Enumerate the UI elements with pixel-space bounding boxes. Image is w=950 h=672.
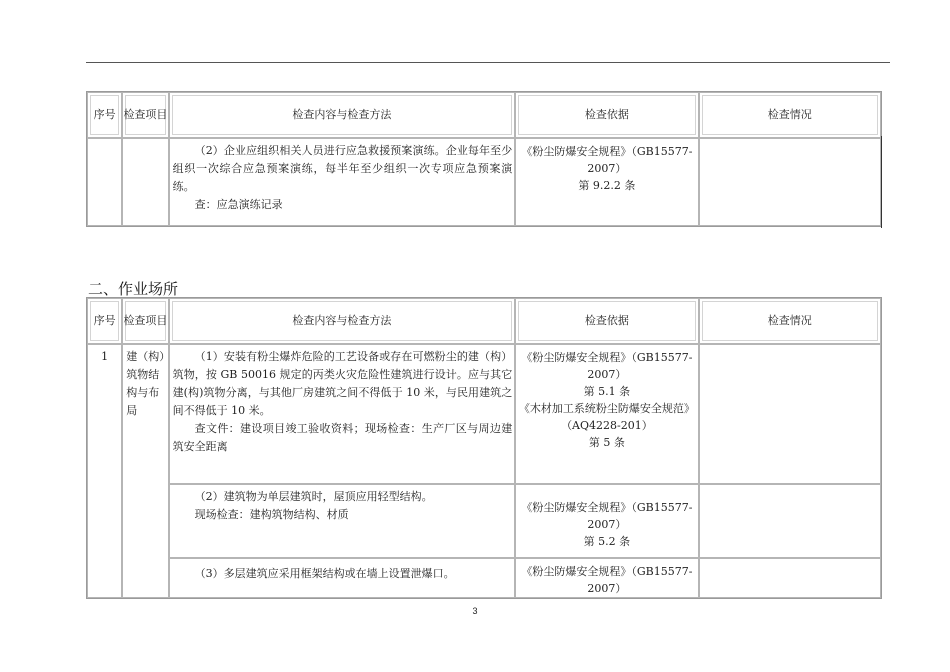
table-row (87, 344, 881, 484)
check-method: 查：应急演练记录 (194, 198, 283, 211)
content-text: （1）安装有粉尘爆炸危险的工艺设备或存在可燃粉尘的建（构）筑物，按 GB 50016 规定的丙类火灾危险性建筑进行设计。应与其它建(构)筑物分离，与其他厂房建筑之间不得低于 10 米，与民用建筑之间不得低于 10 米。 (172, 350, 513, 417)
header-status: 检查情况 (699, 298, 881, 344)
row-content (169, 344, 516, 484)
header-item: 检查项目 (122, 298, 168, 344)
row-basis (515, 558, 698, 598)
basis-standard: 《粉尘防爆安全规程》（GB15577-2007） (521, 145, 693, 175)
row-basis (515, 138, 698, 226)
row-status (699, 138, 881, 226)
table-row (87, 558, 881, 598)
header-no: 序号 (87, 92, 122, 138)
header-content: 检查内容与检查方法 (169, 92, 516, 138)
row-item: 建（构）筑物结构与布局 (122, 344, 168, 598)
header-item: 检查项目 (122, 92, 168, 138)
basis-standard-2: 《木材加工系统粉尘防爆安全规范》（AQ4228-201） (518, 402, 695, 432)
table-header-row (87, 298, 881, 344)
header-no: 序号 (87, 298, 122, 344)
basis-standard: 《粉尘防爆安全规程》（GB15577-2007） (521, 501, 693, 531)
check-method: 现场检查：建构筑物结构、材质 (194, 508, 349, 521)
content-text: （2）建筑物为单层建筑时，屋顶应用轻型结构。 (194, 490, 433, 503)
content-text: （2）企业应组织相关人员进行应急救援预案演练。企业每年至少组织一次综合应急预案演练，每半年至少组织一次专项应急预案演练。 (172, 144, 513, 193)
content-text: （3）多层建筑应采用框架结构或在墙上设置泄爆口。 (194, 567, 455, 580)
header-basis: 检查依据 (515, 92, 698, 138)
row-content (169, 138, 516, 226)
row-basis (515, 344, 698, 484)
basis-clause: 第 5.2 条 (583, 535, 631, 548)
header-basis: 检查依据 (515, 298, 698, 344)
row-no (87, 138, 122, 226)
basis-standard: 《粉尘防爆安全规程》（GB15577-2007） (521, 565, 693, 595)
basis-clause: 第 9.2.2 条 (578, 179, 636, 192)
row-status (699, 344, 881, 484)
header-status: 检查情况 (699, 92, 881, 138)
row-status (699, 484, 881, 558)
table-row (87, 484, 881, 558)
row-item (122, 138, 168, 226)
page-number: 3 (472, 606, 478, 616)
inspection-table-continued (86, 91, 882, 227)
basis-standard: 《粉尘防爆安全规程》（GB15577-2007） (521, 351, 693, 381)
basis-clause-2: 第 5 条 (588, 436, 625, 449)
table-header-row (87, 92, 881, 138)
table-edge (881, 136, 882, 228)
row-status (699, 558, 881, 598)
check-method: 查文件：建设项目竣工验收资料；现场检查：生产厂区与周边建筑安全距离 (172, 422, 513, 453)
section-title: 二、作业场所 (88, 280, 179, 298)
row-content (169, 484, 516, 558)
inspection-table-workplace (86, 297, 882, 599)
header-content: 检查内容与检查方法 (169, 298, 516, 344)
row-content (169, 558, 516, 598)
row-no: 1 (87, 344, 122, 598)
table-row (87, 138, 881, 226)
row-basis (515, 484, 698, 558)
header-rule (86, 62, 890, 63)
basis-clause: 第 5.1 条 (583, 385, 631, 398)
